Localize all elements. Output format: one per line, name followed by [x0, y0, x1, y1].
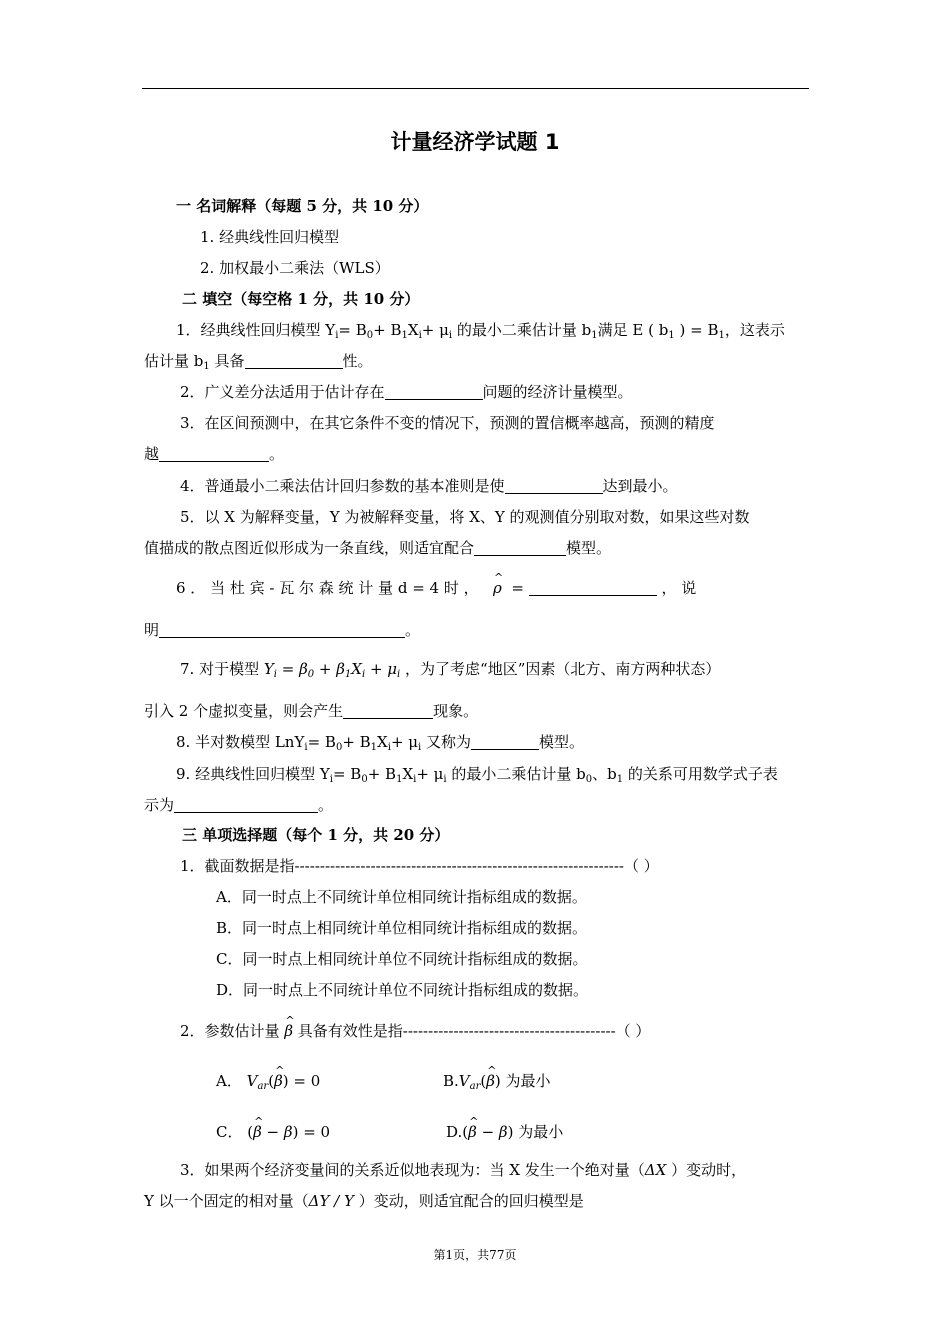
choice-q2-option-d[interactable]: D.(^ β − β) 为最小 [446, 1122, 563, 1142]
section2-heading: 二 填空（每空格 1 分，共 10 分） [182, 290, 420, 308]
fill-q3-line1: 3．在区间预测中，在其它条件不变的情况下，预测的置信概率越高，预测的精度 [180, 414, 715, 432]
fill-q5-line2: 值描成的散点图近似形成为一条直线，则适宜配合 模型。 [144, 539, 612, 557]
answer-blank[interactable] [505, 477, 603, 494]
delta-x: ΔX [644, 1161, 667, 1179]
fill-q6-line1: 6 ． 当 杜 宾 - 瓦 尔 森 统 计 量 d = 4 时 ， ^ ρ = ， 说 [176, 578, 696, 598]
fill-q4: 4．普通最小二乘法估计回归参数的基本准则是使 达到最小。 [180, 477, 678, 495]
choice-q2-option-a[interactable]: A． $V_{ar}(\^{}$ β) = 0 [216, 1071, 320, 1091]
answer-blank[interactable] [159, 621, 405, 638]
answer-blank[interactable] [343, 702, 433, 719]
answer-blank[interactable] [245, 352, 343, 369]
fill-q1-line1: 1．经典线性回归模型 $Y_i= B_0+ B_1X_i+ \mu_i$ 的最小二乘估计量 $b_1$满足 E ( $b_1$ ) = $B_1$，这表示 [176, 321, 785, 341]
fill-q8: 8. 半对数模型 $LnY_i= B_0+ B_1X_i+ \mu_i$ 又称为 模型。 [176, 733, 585, 753]
fill-q2: 2．广义差分法适用于估计存在 问题的经济计量模型。 [180, 383, 633, 401]
model-equation: $Y_i = \beta_0 + \beta_1X_i + \mu_i$ [263, 660, 401, 680]
page-title: 计量经济学试题 1 [390, 130, 560, 154]
choice-q1-option-c[interactable]: C．同一时点上相同统计单位不同统计指标组成的数据。 [216, 950, 588, 968]
fill-q3-line2: 越 。 [144, 445, 285, 463]
answer-blank[interactable] [159, 445, 269, 462]
choice-q1-option-d[interactable]: D．同一时点上不同统计单位不同统计指标组成的数据。 [216, 981, 589, 999]
fill-q1-line2: 估计量 $b_1$ 具备 性。 [144, 352, 373, 372]
fill-q5-line1: 5．以 X 为解释变量，Y 为被解释变量，将 X、Y 的观测值分别取对数，如果这些对数 [180, 508, 750, 526]
choice-q1-option-a[interactable]: A．同一时点上不同统计单位相同统计指标组成的数据。 [216, 888, 587, 906]
section3-heading: 三 单项选择题（每个 1 分，共 20 分） [182, 826, 450, 844]
fill-q6-line2: 明 。 [144, 621, 421, 639]
answer-blank[interactable] [174, 796, 318, 813]
fill-q7-line2: 引入 2 个虚拟变量，则会产生 现象。 [144, 702, 479, 720]
beta-hat: ^ β [284, 1021, 293, 1041]
choice-q3-line1: 3．如果两个经济变量间的关系近似地表现为：当 X 发生一个绝对量（ΔX ）变动时， [180, 1161, 747, 1179]
fill-q7-line1: 7. 对于模型 $Y_i = \beta_0 + \beta_1X_i + \mu_i$ ，为了考虑“地区”因素（北方、南方两种状态） [180, 660, 721, 680]
header-rule [142, 88, 809, 89]
choice-q2-option-c[interactable]: C． (^ β − β) = 0 [216, 1122, 330, 1142]
answer-blank[interactable] [474, 539, 566, 556]
rho-hat: ^ ρ [493, 578, 502, 598]
answer-blank[interactable] [471, 733, 539, 750]
choice-q1: 1．截面数据是指-----------------------------------------------------------------（ ） [180, 857, 659, 875]
section1-heading: 一 名词解释（每题 5 分，共 10 分） [176, 197, 429, 215]
page-footer: 第1页，共77页 [433, 1248, 517, 1262]
choice-q2-option-b[interactable]: $B.V_{ar}(\^{}$ β) 为最小 [443, 1071, 551, 1091]
choice-q1-option-b[interactable]: B．同一时点上相同统计单位相同统计指标组成的数据。 [216, 919, 588, 937]
delta-y-over-y: ΔY / Y [308, 1192, 354, 1210]
fill-q9-line2: 示为 。 [144, 796, 334, 814]
fill-q9-line1: 9. 经典线性回归模型 $Y_i= B_0+ B_1X_i+ \mu_i$ 的最小二乘估计量 $b_0$、$b_1$ 的关系可用数学式子表 [176, 765, 778, 785]
section1-item-1: 1. 经典线性回归模型 [200, 228, 340, 246]
answer-blank[interactable] [529, 579, 657, 596]
choice-q3-line2: Y 以一个固定的相对量（ΔY / Y ）变动，则适宜配合的回归模型是 [144, 1192, 584, 1210]
answer-blank[interactable] [385, 383, 483, 400]
choice-q2: 2．参数估计量 ^ β 具备有效性是指------------------------------------------（ ） [180, 1021, 650, 1041]
section1-item-2: 2. 加权最小二乘法（WLS） [200, 259, 390, 277]
